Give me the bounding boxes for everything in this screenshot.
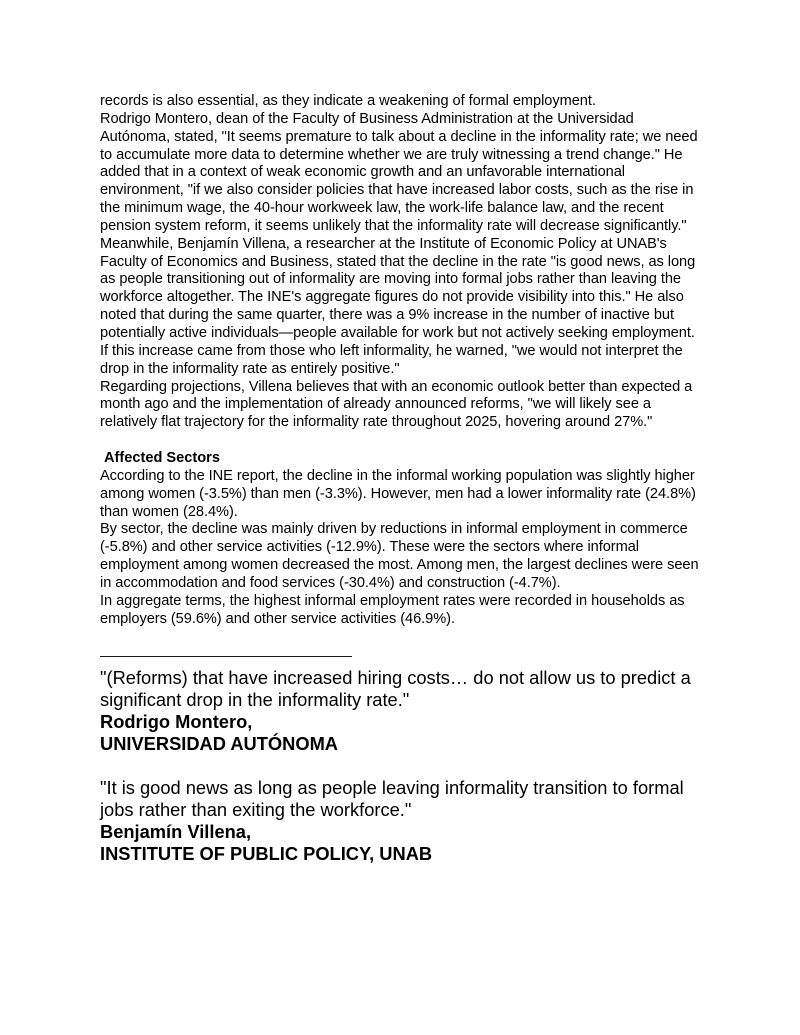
spacer [100, 432, 705, 450]
separator-line: —————————————————— [100, 647, 352, 664]
quote-author-montero: Rodrigo Montero, [100, 711, 253, 733]
quote-block-villena [100, 777, 705, 865]
article-page [100, 93, 705, 865]
paragraph-projections: Regarding projections, Villena believes that with an economic outlook better than expected a month ago and the implementation of already announced reforms, "we will likely see a relatively flat trajectory for the informality rate throughout 2025, hovering around 27%." [100, 378, 693, 431]
quote-block-montero [100, 667, 705, 755]
paragraph-montero-statement: Rodrigo Montero, dean of the Faculty of Business Administration at the Universidad Autónoma, stated, "It seems premature to talk about a decline in the informality rate; we need to accumulate more data to determine whether we are truly witnessing a trend change." He added that in a context of weak economic growth and an unfavorable international environment, "if we also consider policies that have increased labor costs, such as the rise in the minimum wage, the 40-hour workweek law, the work-life balance law, and the recent pension system reform, it seems unlikely that the informality rate will decrease significantly." [100, 110, 698, 234]
paragraph-gender-breakdown: According to the INE report, the decline in the informal working population was slightly higher among women (-3.5%) than men (-3.3%). However, men had a lower informality rate (24.8%) than women (28.4%). [100, 467, 696, 520]
paragraph-villena-statement: Meanwhile, Benjamín Villena, a researcher at the Institute of Economic Policy at UNAB's Faculty of Economics and Business, stated that the decline in the rate "is good news, as long as people transitioning out of informality are moving into formal jobs rather than leaving the workforce altogether. The INE's aggregate figures do not provide visibility into this." He also noted that during the same quarter, there was a 9% increase in the number of inactive but potentially active individuals—people available for work but not actively seeking employment. If this increase came from those who left informality, he warned, "we would not interpret the drop in the informality rate as entirely positive." [100, 235, 696, 377]
pull-quote-montero: "(Reforms) that have increased hiring costs… do not allow us to predict a significant drop in the informality rate." [100, 667, 691, 711]
paragraph-formal-employment: records is also essential, as they indicate a weakening of formal employment. [100, 93, 596, 109]
quote-author-villena: Benjamín Villena, [100, 821, 252, 843]
paragraph-aggregate-rates: In aggregate terms, the highest informal employment rates were recorded in households as employers (59.6%) and other service activities (46.9%). [100, 592, 685, 627]
quote-affiliation-montero: UNIVERSIDAD AUTÓNOMA [100, 733, 338, 755]
section-heading-affected-sectors: Affected Sectors [104, 450, 220, 467]
quote-affiliation-villena: INSTITUTE OF PUBLIC POLICY, UNAB [100, 843, 433, 865]
pull-quote-villena: "It is good news as long as people leaving informality transition to formal jobs rather than exiting the workforce." [100, 777, 684, 821]
spacer [100, 755, 705, 777]
paragraph-sector-breakdown: By sector, the decline was mainly driven by reductions in informal employment in commerce (-5.8%) and other service activities (-12.9%). These were the sectors where informal employment among women decreased the most. Among men, the largest declines were seen in accommodation and food services (-30.4%) and construction (-4.7%). [100, 521, 699, 591]
